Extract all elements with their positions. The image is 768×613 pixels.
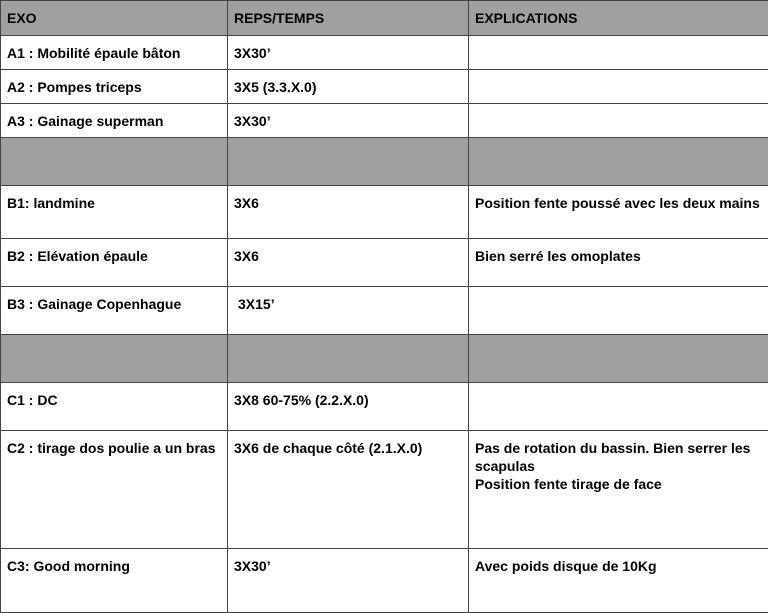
exo-cell: C2 : tirage dos poulie a un bras <box>1 431 228 549</box>
exo-cell: B3 : Gainage Copenhague <box>1 287 228 335</box>
exo-cell: C3: Good morning <box>1 549 228 613</box>
exo-cell: A3 : Gainage superman <box>1 104 228 138</box>
explications-cell <box>469 36 768 70</box>
explications-cell: Bien serré les omoplates <box>469 239 768 287</box>
exo-cell: A2 : Pompes triceps <box>1 70 228 104</box>
table-row <box>1 431 768 549</box>
exo-cell: B1: landmine <box>1 186 228 239</box>
separator-cell <box>228 335 469 383</box>
header-reps: REPS/TEMPS <box>228 1 469 36</box>
table-row <box>1 383 768 431</box>
reps-cell: 3X15’ <box>228 287 469 335</box>
table-row <box>1 104 768 138</box>
header-exo: EXO <box>1 1 228 36</box>
separator-row <box>1 335 768 383</box>
table-row <box>1 239 768 287</box>
separator-cell <box>228 138 469 186</box>
explications-cell <box>469 70 768 104</box>
table-row <box>1 549 768 613</box>
reps-cell: 3X30’ <box>228 549 469 613</box>
reps-cell: 3X5 (3.3.X.0) <box>228 70 469 104</box>
header-row <box>1 1 768 36</box>
exo-cell: A1 : Mobilité épaule bâton <box>1 36 228 70</box>
explications-cell: Pas de rotation du bassin. Bien serrer les scapulas Position fente tirage de face <box>469 431 768 549</box>
reps-cell: 3X6 <box>228 239 469 287</box>
explications-cell <box>469 287 768 335</box>
explications-cell <box>469 104 768 138</box>
table-row <box>1 36 768 70</box>
reps-cell: 3X8 60-75% (2.2.X.0) <box>228 383 469 431</box>
reps-cell: 3X30’ <box>228 104 469 138</box>
explications-cell <box>469 383 768 431</box>
separator-cell <box>1 138 228 186</box>
reps-cell: 3X6 de chaque côté (2.1.X.0) <box>228 431 469 549</box>
reps-cell: 3X30’ <box>228 36 469 70</box>
explications-cell: Avec poids disque de 10Kg <box>469 549 768 613</box>
header-explications: EXPLICATIONS <box>469 1 768 36</box>
separator-cell <box>469 138 768 186</box>
separator-cell <box>1 335 228 383</box>
separator-cell <box>469 335 768 383</box>
table-row <box>1 287 768 335</box>
exo-cell: C1 : DC <box>1 383 228 431</box>
table-row <box>1 70 768 104</box>
reps-cell: 3X6 <box>228 186 469 239</box>
table-row <box>1 186 768 239</box>
exo-cell: B2 : Elévation épaule <box>1 239 228 287</box>
separator-row <box>1 138 768 186</box>
explications-cell: Position fente poussé avec les deux mains <box>469 186 768 239</box>
